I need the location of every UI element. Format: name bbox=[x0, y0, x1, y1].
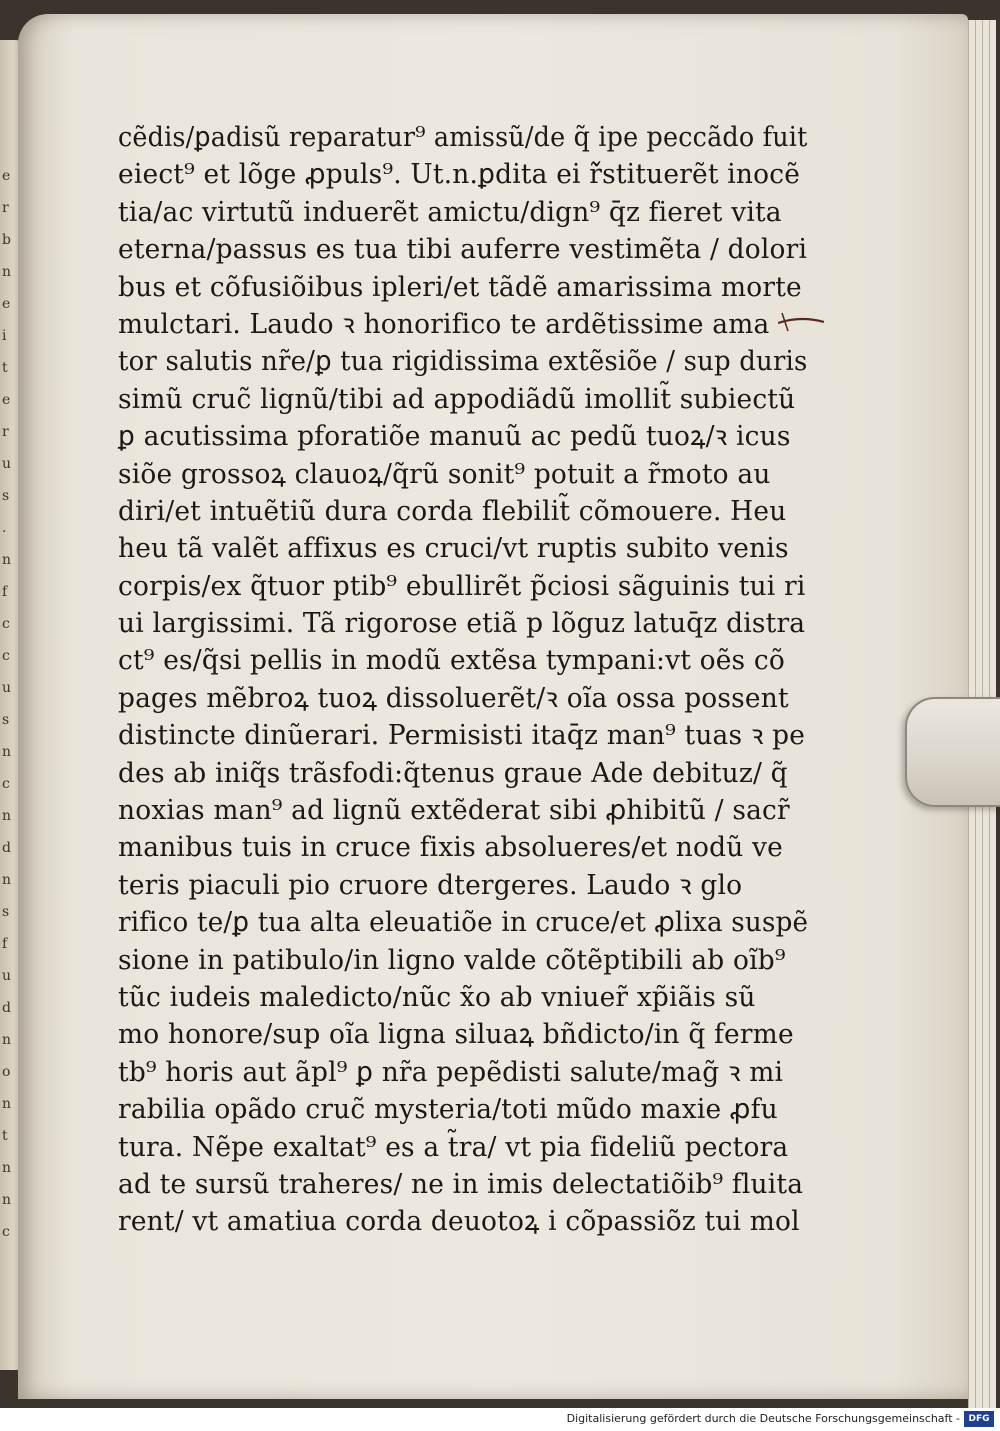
text-line: ꝑ acutissima pforatiõe manuũ ac pedũ tuoꝝ/ꝛ icus bbox=[118, 421, 791, 453]
text-line: bus et cõfusiõibus ipleri/et tãdẽ amarissima morte bbox=[118, 271, 802, 303]
text-line: pages mẽbroꝝ tuoꝝ dissoluerẽt/ꝛ oĩa ossa possent bbox=[118, 682, 789, 714]
text-line: simũ cruc̃ lignũ/tibi ad appodiãdũ imollit̃ subiectũ bbox=[118, 383, 796, 415]
text-line: tb⁹ horis aut ãpl⁹ ꝑ nr̃a pepẽdisti salute/mag̃ ꝛ mi bbox=[118, 1056, 784, 1088]
left-page-margin-text: e r b n e i t e r u s . n f c c u s n c n d n s f u d n o n t n n c bbox=[2, 168, 12, 1240]
text-line: rent/ vt amatiua corda deuotoꝝ i cõpassiõz tui mol bbox=[118, 1206, 800, 1238]
text-line: mulctari. Laudo ꝛ honorifico te ardẽtissime ama bbox=[118, 308, 770, 340]
text-line: teris piaculi pio cruore dtergeres. Laudo ꝛ glo bbox=[118, 869, 743, 901]
text-line: ad te sursũ traheres/ ne in imis delectatiõib⁹ fluita bbox=[118, 1168, 804, 1200]
text-line: diri/et intuẽtiũ dura corda flebilit̃ cõmouere. Heu bbox=[118, 495, 787, 527]
footer-credit: Digitalisierung gefördert durch die Deutsche Forschungsgemeinschaft - bbox=[566, 1412, 960, 1425]
text-line: ct⁹ es/q̃si pellis in modũ extẽsa tympani:vt oẽs cõ bbox=[118, 645, 786, 677]
text-line: manibus tuis in cruce fixis absolueres/et nodũ ve bbox=[118, 832, 784, 864]
text-line: tia/ac virtutũ induerẽt amictu/dign⁹ q̄z fieret vita bbox=[118, 196, 782, 228]
dfg-logo[interactable]: DFG bbox=[964, 1411, 994, 1427]
text-line: eiect⁹ et lõge ꝓpuls⁹. Ut.n.ꝑdita ei ř̃stituerẽt inocẽ bbox=[118, 159, 801, 191]
text-line: tura. Nẽpe exaltat⁹ es a t̃ra/ vt pia fideliũ pectora bbox=[118, 1131, 789, 1163]
text-line: tor salutis nr̃e/ꝑ tua rigidissima extẽsiõe / sup duris bbox=[118, 346, 808, 378]
text-line: eterna/passus es tua tibi auferre vestimẽta / dolori bbox=[118, 234, 808, 266]
text-line: ui largissimi. Tã rigorose etiã p lõguz latuq̄z distra bbox=[118, 608, 806, 640]
marginal-ink-stroke bbox=[778, 309, 824, 333]
text-line: rabilia opãdo cruc̃ mysteria/toti mũdo maxie ꝓfu bbox=[118, 1094, 778, 1126]
text-line: noxias man⁹ ad lignũ extẽderat sibi ꝓhibitũ / sacr̃ bbox=[118, 795, 790, 827]
text-line: des ab iniq̃s trãsfodi:q̃tenus graue Ade debituz/ q̃ bbox=[118, 757, 788, 789]
incunable-text-block bbox=[118, 119, 823, 1241]
text-line: distincte dinũerari. Permisisti itaq̄z man⁹ tuas ꝛ pe bbox=[118, 720, 806, 752]
text-line: tũc iudeis maledicto/nũc x̃o ab vniuer̃ xp̃iãis sũ bbox=[118, 981, 756, 1013]
page-clip bbox=[905, 697, 1000, 807]
text-line: mo honore/sup oĩa ligna siluaꝝ bñdicto/in q̃ ferme bbox=[118, 1019, 794, 1051]
text-line: heu tã valẽt affixus es cruci/vt ruptis subito venis bbox=[118, 533, 789, 565]
text-line: rifico te/ꝑ tua alta eleuatiõe in cruce/et ꝓlixa suspẽ bbox=[118, 907, 809, 939]
text-line: siõe grossoꝝ clauoꝝ/q̃rũ sonit⁹ potuit a r̃moto au bbox=[118, 458, 771, 490]
footer-bar bbox=[0, 1408, 1000, 1431]
text-line: sione in patibulo/in ligno valde cõtẽptibili ab oĩb⁹ bbox=[118, 944, 786, 976]
text-line: cẽdis/ꝑadisũ reparatur⁹ amissũ/de q̃ ipe peccãdo fuit bbox=[118, 122, 808, 153]
text-line: corpis/ex q̃tuor ptib⁹ ebullirẽt p̃ciosi sãguinis tui ri bbox=[118, 570, 806, 602]
